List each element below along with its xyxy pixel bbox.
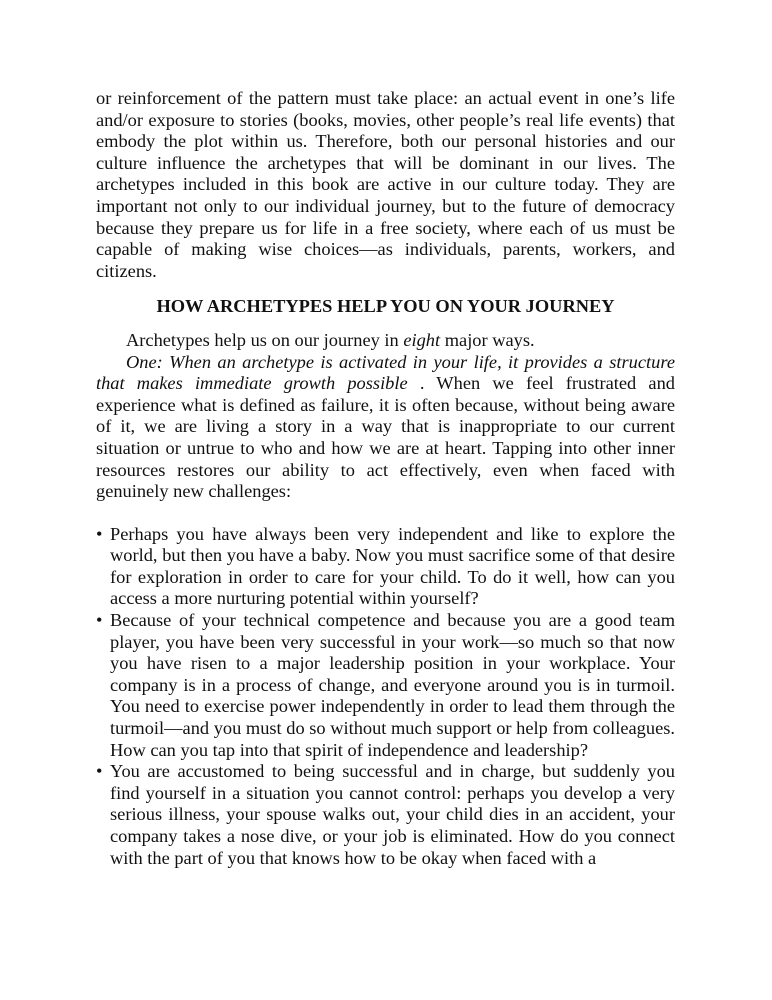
list-item — [96, 524, 675, 610]
bullet-mark: • — [96, 761, 103, 782]
list-item-text: Because of your technical competence and because you are a good team player, you have been very successful in your work—so much so that now you have risen to a major leadership position in your workplace. Your company is in a process of change, and everyone around you is in turmoil. You need to exercise power independently in order to lead them through the turmoil—and you must do so without much support or help from colleagues. How can you tap into that spirit of independence and leadership? — [110, 610, 675, 760]
eight-ways-text-start: Archetypes help us on our journey in — [126, 329, 404, 350]
paragraph-pattern-reinforcement: or reinforcement of the pattern must take place: an actual event in one’s life and/or exposure to stories (books, movies, other people’s real life events) that embody the plot within us. Therefore, both our personal histories and our culture influence the archetypes that will be dominant in our lives. The archetypes included in this book are active in our culture today. They are important not only to our individual journey, but to the future of democracy because they prepare us for life in a free society, where each of us must be capable of making wise choices—as individuals, parents, workers, and citizens. — [96, 88, 675, 281]
paragraph-way-one — [96, 352, 675, 503]
eight-emphasis: eight — [403, 329, 441, 350]
bullet-mark: • — [96, 610, 103, 631]
way-one-text: . When we feel frustrated and experience what is defined as failure, it is often because, without being aware of it, we are living a story in a way that is inappropriate to our current situation or untrue to who and how we are at heart. Tapping into other inner resources restores our ability to act effectively, even when faced with genuinely new challenges: — [96, 373, 675, 502]
list-item — [96, 761, 675, 869]
paragraph-eight-ways — [96, 330, 675, 352]
list-item-text: You are accustomed to being successful and in charge, but suddenly you find yourself in a situation you cannot control: perhaps you develop a very serious illness, your spouse walks out, your child dies in an accident, your company takes a nose dive, or your job is eliminated. How do you connect with the part of you that knows how to be okay when faced with a — [110, 761, 675, 868]
list-item-text: Perhaps you have always been very independent and like to explore the world, but then you have a baby. Now you must sacrifice some of that desire for exploration in order to care for your child. To do it well, how can you access a more nurturing potential within yourself? — [110, 523, 675, 609]
way-one-emphasis: One: When an archetype is activated in your life, it provides a structure that makes immediate growth possible — [96, 351, 675, 394]
section-heading: HOW ARCHETYPES HELP YOU ON YOUR JOURNEY — [156, 296, 615, 317]
bullet-list — [96, 524, 675, 870]
eight-ways-text-end: major ways. — [440, 329, 535, 350]
list-item — [96, 610, 675, 761]
spacer — [96, 503, 675, 524]
page-body — [96, 88, 675, 869]
bullet-mark: • — [96, 523, 103, 544]
